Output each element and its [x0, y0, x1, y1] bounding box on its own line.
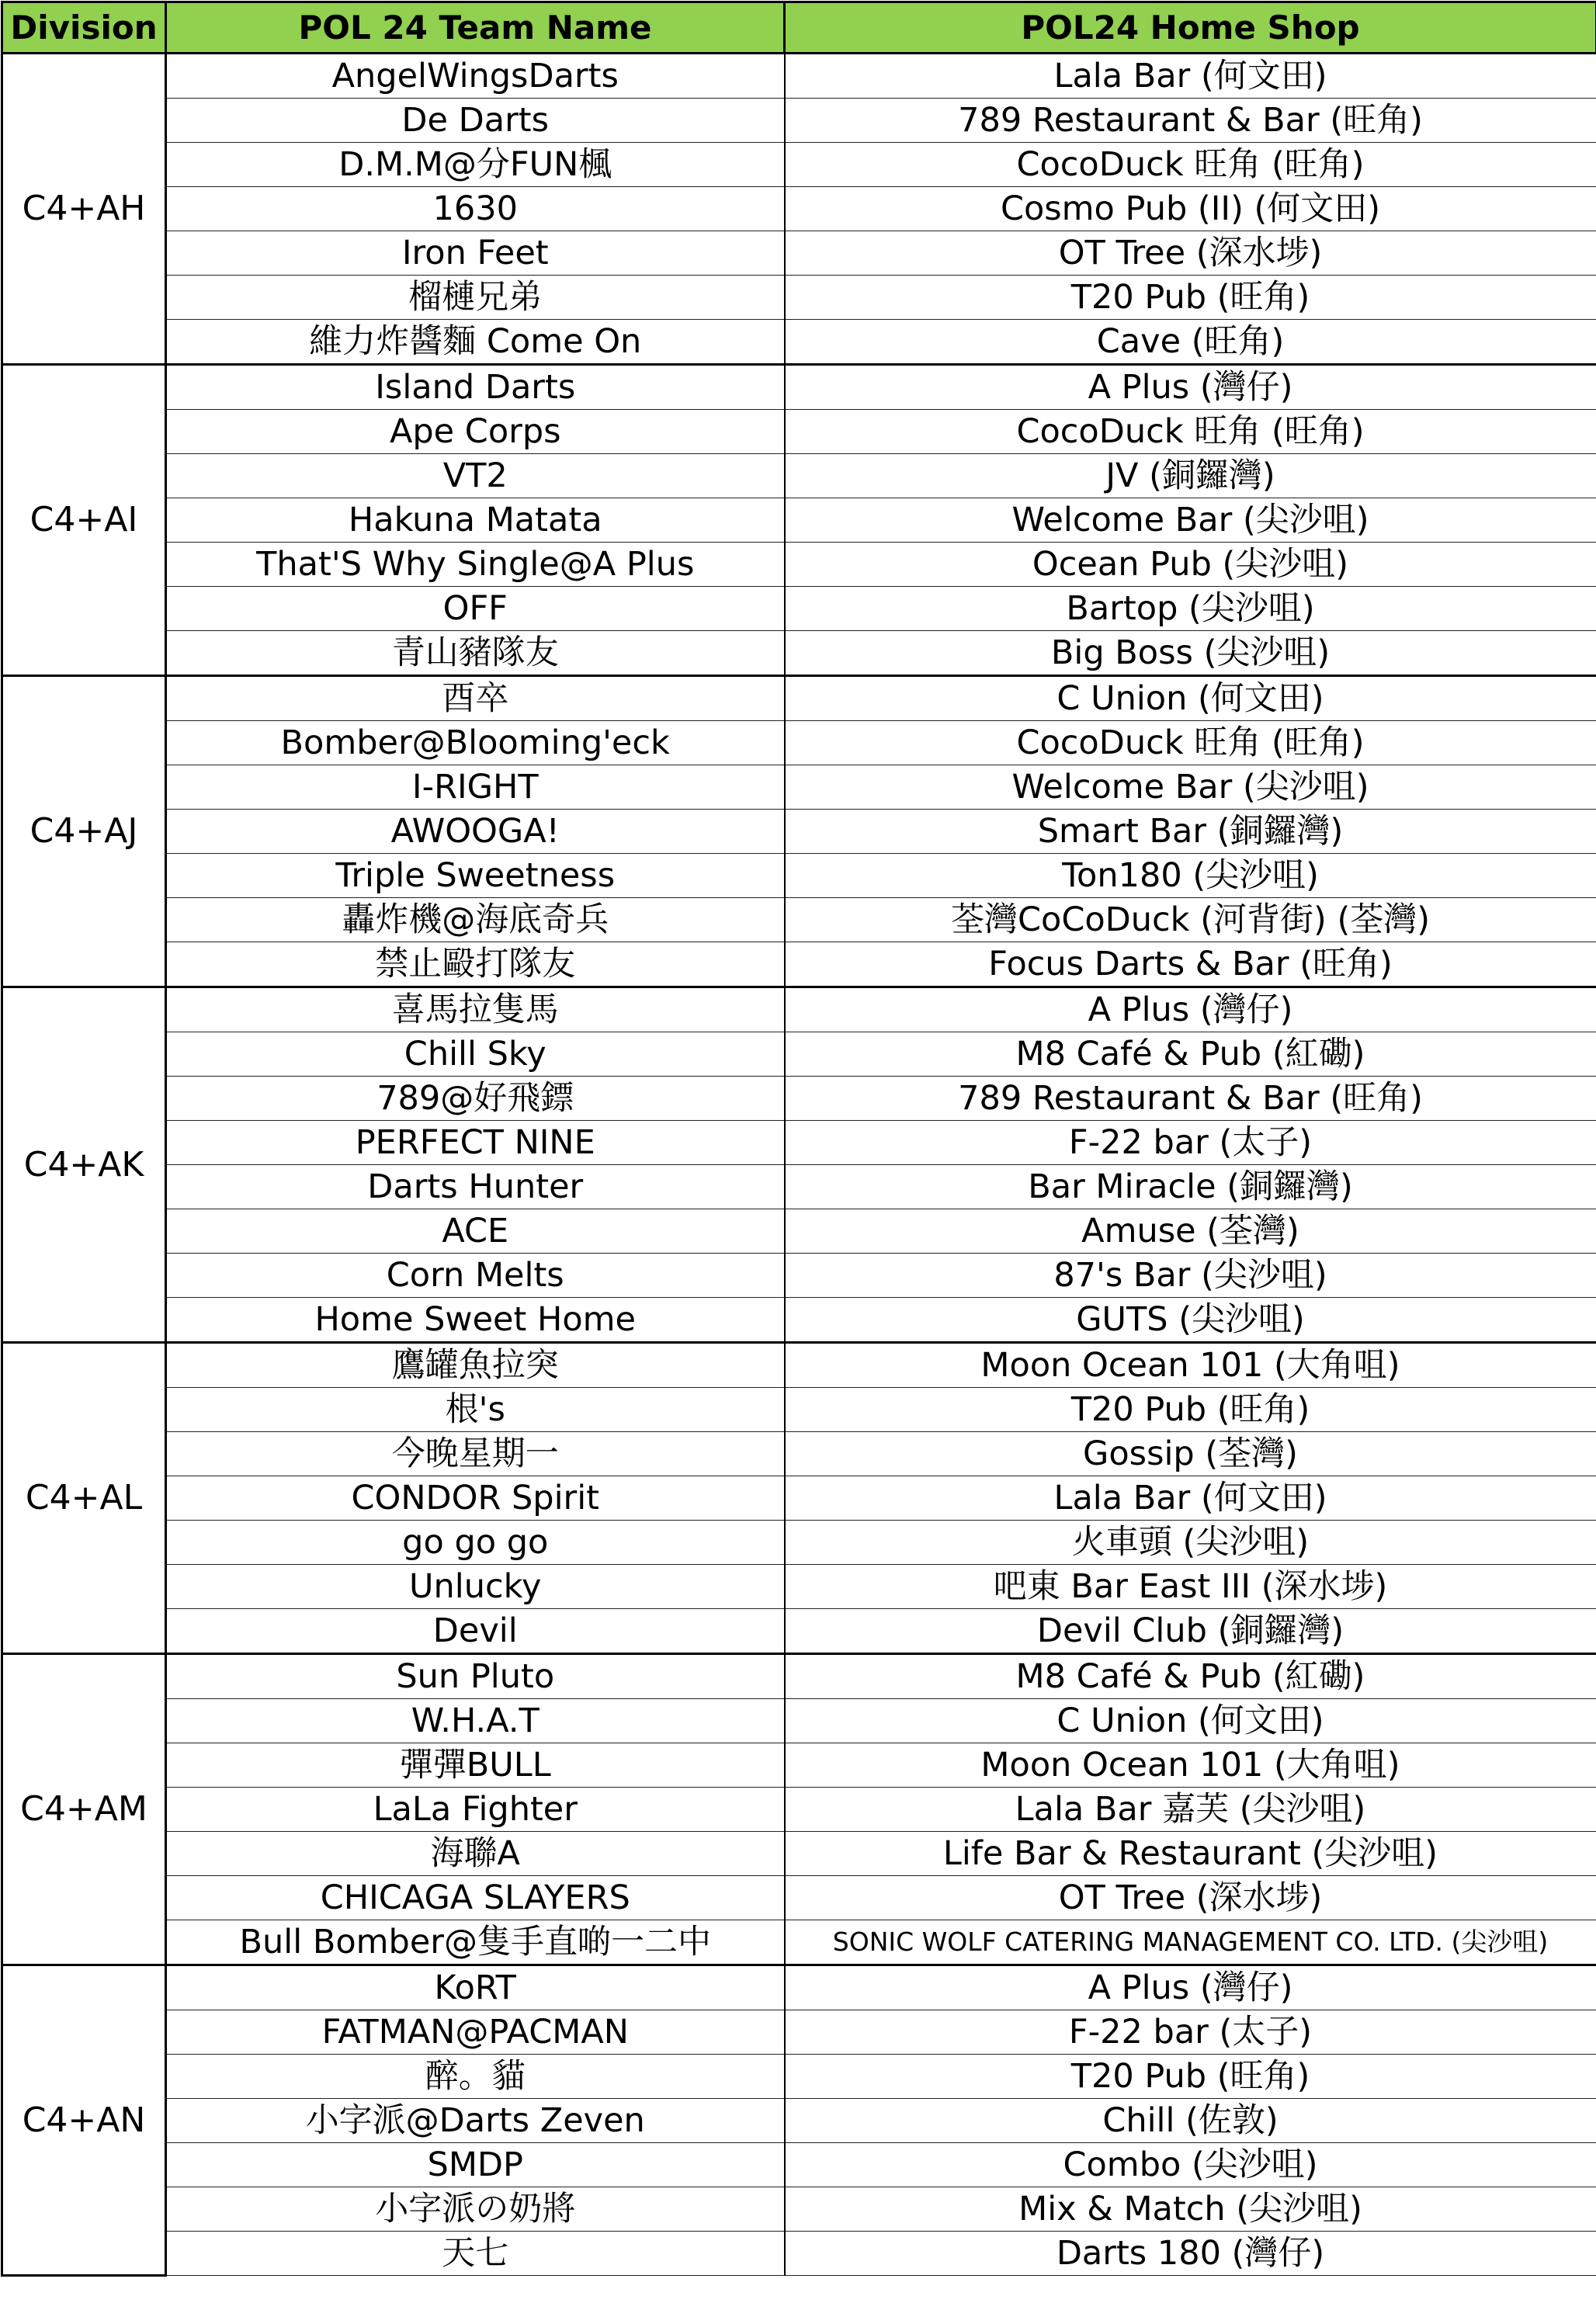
table-row [2, 1209, 1596, 1254]
home-shop-cell: T20 Pub (旺角) [785, 1388, 1596, 1432]
team-name-cell: AngelWingsDarts [166, 54, 785, 99]
table-row [2, 543, 1596, 587]
table-row [2, 454, 1596, 498]
table-row [2, 1654, 1596, 1699]
home-shop-cell: T20 Pub (旺角) [785, 2055, 1596, 2099]
team-name-cell: LaLa Fighter [166, 1788, 785, 1832]
team-name-cell: Iron Feet [166, 231, 785, 276]
team-name-cell: AWOOGA! [166, 810, 785, 854]
division-cell: C4+AJ [2, 676, 166, 987]
home-shop-cell: Moon Ocean 101 (大角咀) [785, 1743, 1596, 1788]
table-row [2, 1609, 1596, 1654]
team-name-cell: 海聯A [166, 1832, 785, 1876]
header-home-shop: POL24 Home Shop [785, 2, 1596, 54]
home-shop-cell: Lala Bar (何文田) [785, 1476, 1596, 1521]
team-name-cell: 789@好飛鏢 [166, 1077, 785, 1121]
table-row [2, 1965, 1596, 2010]
home-shop-cell: OT Tree (深水埗) [785, 231, 1596, 276]
table-row [2, 410, 1596, 454]
table-row [2, 810, 1596, 854]
team-name-cell: 酉卒 [166, 676, 785, 721]
team-name-cell: Home Sweet Home [166, 1298, 785, 1343]
home-shop-cell: 789 Restaurant & Bar (旺角) [785, 99, 1596, 143]
table-row [2, 2099, 1596, 2143]
team-name-cell: PERFECT NINE [166, 1121, 785, 1165]
home-shop-cell: Amuse (荃灣) [785, 1209, 1596, 1254]
home-shop-cell: A Plus (灣仔) [785, 365, 1596, 410]
home-shop-cell: Smart Bar (銅鑼灣) [785, 810, 1596, 854]
home-shop-cell: Devil Club (銅鑼灣) [785, 1609, 1596, 1654]
team-name-cell: Bomber@Blooming'eck [166, 721, 785, 765]
team-name-cell: 喜馬拉隻馬 [166, 987, 785, 1032]
header-division: Division [2, 2, 166, 54]
team-name-cell: Sun Pluto [166, 1654, 785, 1699]
table-row [2, 1432, 1596, 1476]
table-row [2, 1298, 1596, 1343]
header-team-name: POL 24 Team Name [166, 2, 785, 54]
table-row [2, 1876, 1596, 1920]
team-name-cell: De Darts [166, 99, 785, 143]
division-cell: C4+AN [2, 1965, 166, 2276]
table-row [2, 99, 1596, 143]
table-row [2, 854, 1596, 898]
table-row [2, 587, 1596, 631]
table-row [2, 1699, 1596, 1743]
team-name-cell: 彈彈BULL [166, 1743, 785, 1788]
table-row [2, 187, 1596, 231]
team-name-cell: 醉。貓 [166, 2055, 785, 2099]
division-cell: C4+AM [2, 1654, 166, 1965]
home-shop-cell: Life Bar & Restaurant (尖沙咀) [785, 1832, 1596, 1876]
table-row [2, 1077, 1596, 1121]
team-name-cell: SMDP [166, 2143, 785, 2187]
home-shop-cell: 火車頭 (尖沙咀) [785, 1521, 1596, 1565]
team-name-cell: Darts Hunter [166, 1165, 785, 1209]
table-row [2, 1832, 1596, 1876]
team-name-cell: 維力炸醬麵 Come On [166, 320, 785, 365]
home-shop-cell: Welcome Bar (尖沙咀) [785, 498, 1596, 543]
home-shop-cell: Cosmo Pub (II) (何文田) [785, 187, 1596, 231]
home-shop-cell: T20 Pub (旺角) [785, 276, 1596, 320]
table-row [2, 1920, 1596, 1965]
team-name-cell: W.H.A.T [166, 1699, 785, 1743]
table-row [2, 2187, 1596, 2232]
home-shop-cell: Chill (佐敦) [785, 2099, 1596, 2143]
table-row [2, 1343, 1596, 1388]
table-row [2, 1788, 1596, 1832]
home-shop-cell: Lala Bar 嘉芙 (尖沙咀) [785, 1788, 1596, 1832]
table-row [2, 365, 1596, 410]
table-row [2, 2010, 1596, 2055]
team-name-cell: FATMAN@PACMAN [166, 2010, 785, 2055]
table-row [2, 987, 1596, 1032]
table-row [2, 1521, 1596, 1565]
table-row [2, 231, 1596, 276]
table-row [2, 1165, 1596, 1209]
home-shop-cell: 87's Bar (尖沙咀) [785, 1254, 1596, 1298]
team-name-cell: 轟炸機@海底奇兵 [166, 898, 785, 942]
home-shop-cell: Focus Darts & Bar (旺角) [785, 942, 1596, 987]
home-shop-cell: Welcome Bar (尖沙咀) [785, 765, 1596, 810]
home-shop-cell: C Union (何文田) [785, 1699, 1596, 1743]
table-row [2, 1388, 1596, 1432]
table-row [2, 898, 1596, 942]
table-row [2, 1121, 1596, 1165]
home-shop-cell: 吧東 Bar East III (深水埗) [785, 1565, 1596, 1609]
table-row [2, 498, 1596, 543]
home-shop-cell: Cave (旺角) [785, 320, 1596, 365]
team-name-cell: Island Darts [166, 365, 785, 410]
home-shop-cell: CocoDuck 旺角 (旺角) [785, 721, 1596, 765]
team-name-cell: That'S Why Single@A Plus [166, 543, 785, 587]
home-shop-cell: Darts 180 (灣仔) [785, 2232, 1596, 2276]
table-row [2, 631, 1596, 676]
table-row [2, 276, 1596, 320]
team-name-cell: Bull Bomber@隻手直啲一二中 [166, 1920, 785, 1965]
table-body [2, 54, 1596, 2276]
team-name-cell: OFF [166, 587, 785, 631]
team-name-cell: CONDOR Spirit [166, 1476, 785, 1521]
table-row [2, 1254, 1596, 1298]
home-shop-cell: CocoDuck 旺角 (旺角) [785, 410, 1596, 454]
team-name-cell: 禁止毆打隊友 [166, 942, 785, 987]
table-row [2, 676, 1596, 721]
team-name-cell: Devil [166, 1609, 785, 1654]
team-name-cell: Unlucky [166, 1565, 785, 1609]
table-row [2, 2143, 1596, 2187]
home-shop-cell: Combo (尖沙咀) [785, 2143, 1596, 2187]
home-shop-cell: F-22 bar (太子) [785, 2010, 1596, 2055]
home-shop-cell: F-22 bar (太子) [785, 1121, 1596, 1165]
header-row [2, 2, 1596, 54]
home-shop-cell: A Plus (灣仔) [785, 987, 1596, 1032]
team-name-cell: 小字派@Darts Zeven [166, 2099, 785, 2143]
home-shop-cell: Ocean Pub (尖沙咀) [785, 543, 1596, 587]
home-shop-cell: 荃灣CoCoDuck (河背街) (荃灣) [785, 898, 1596, 942]
home-shop-cell: Gossip (荃灣) [785, 1432, 1596, 1476]
home-shop-cell: JV (銅鑼灣) [785, 454, 1596, 498]
table-row [2, 1032, 1596, 1077]
team-name-cell: go go go [166, 1521, 785, 1565]
home-shop-cell: M8 Café & Pub (紅磡) [785, 1654, 1596, 1699]
team-name-cell: 榴槤兄弟 [166, 276, 785, 320]
home-shop-cell: OT Tree (深水埗) [785, 1876, 1596, 1920]
team-name-cell: 今晚星期一 [166, 1432, 785, 1476]
home-shop-cell: Mix & Match (尖沙咀) [785, 2187, 1596, 2232]
table-row [2, 2055, 1596, 2099]
team-name-cell: 青山豬隊友 [166, 631, 785, 676]
home-shop-cell: C Union (何文田) [785, 676, 1596, 721]
team-name-cell: VT2 [166, 454, 785, 498]
home-shop-cell: Big Boss (尖沙咀) [785, 631, 1596, 676]
division-cell: C4+AK [2, 987, 166, 1343]
home-shop-cell: Bar Miracle (銅鑼灣) [785, 1165, 1596, 1209]
table-row [2, 320, 1596, 365]
team-name-cell: 1630 [166, 187, 785, 231]
team-name-cell: Chill Sky [166, 1032, 785, 1077]
table-row [2, 143, 1596, 187]
home-shop-cell: Moon Ocean 101 (大角咀) [785, 1343, 1596, 1388]
division-cell: C4+AL [2, 1343, 166, 1654]
home-shop-cell: CocoDuck 旺角 (旺角) [785, 143, 1596, 187]
home-shop-cell: Lala Bar (何文田) [785, 54, 1596, 99]
table-row [2, 54, 1596, 99]
table-row [2, 765, 1596, 810]
team-name-cell: KoRT [166, 1965, 785, 2010]
team-name-cell: Hakuna Matata [166, 498, 785, 543]
table-row [2, 1565, 1596, 1609]
team-name-cell: Triple Sweetness [166, 854, 785, 898]
table-row [2, 942, 1596, 987]
table-row [2, 1743, 1596, 1788]
home-shop-cell: SONIC WOLF CATERING MANAGEMENT CO. LTD. (尖沙咀) [785, 1920, 1596, 1965]
home-shop-cell: 789 Restaurant & Bar (旺角) [785, 1077, 1596, 1121]
home-shop-cell: GUTS (尖沙咀) [785, 1298, 1596, 1343]
home-shop-cell: M8 Café & Pub (紅磡) [785, 1032, 1596, 1077]
team-name-cell: D.M.M@分FUN楓 [166, 143, 785, 187]
division-cell: C4+AI [2, 365, 166, 676]
team-name-cell: Corn Melts [166, 1254, 785, 1298]
team-name-cell: ACE [166, 1209, 785, 1254]
home-shop-cell: Ton180 (尖沙咀) [785, 854, 1596, 898]
home-shop-cell: Bartop (尖沙咀) [785, 587, 1596, 631]
division-table [1, 1, 1596, 2277]
table-row [2, 721, 1596, 765]
team-name-cell: 根's [166, 1388, 785, 1432]
home-shop-cell: A Plus (灣仔) [785, 1965, 1596, 2010]
team-name-cell: 鷹罐魚拉突 [166, 1343, 785, 1388]
team-name-cell: I-RIGHT [166, 765, 785, 810]
table-row [2, 2232, 1596, 2276]
team-name-cell: 小字派の奶將 [166, 2187, 785, 2232]
table-row [2, 1476, 1596, 1521]
team-name-cell: Ape Corps [166, 410, 785, 454]
division-cell: C4+AH [2, 54, 166, 365]
team-name-cell: CHICAGA SLAYERS [166, 1876, 785, 1920]
team-name-cell: 天七 [166, 2232, 785, 2276]
